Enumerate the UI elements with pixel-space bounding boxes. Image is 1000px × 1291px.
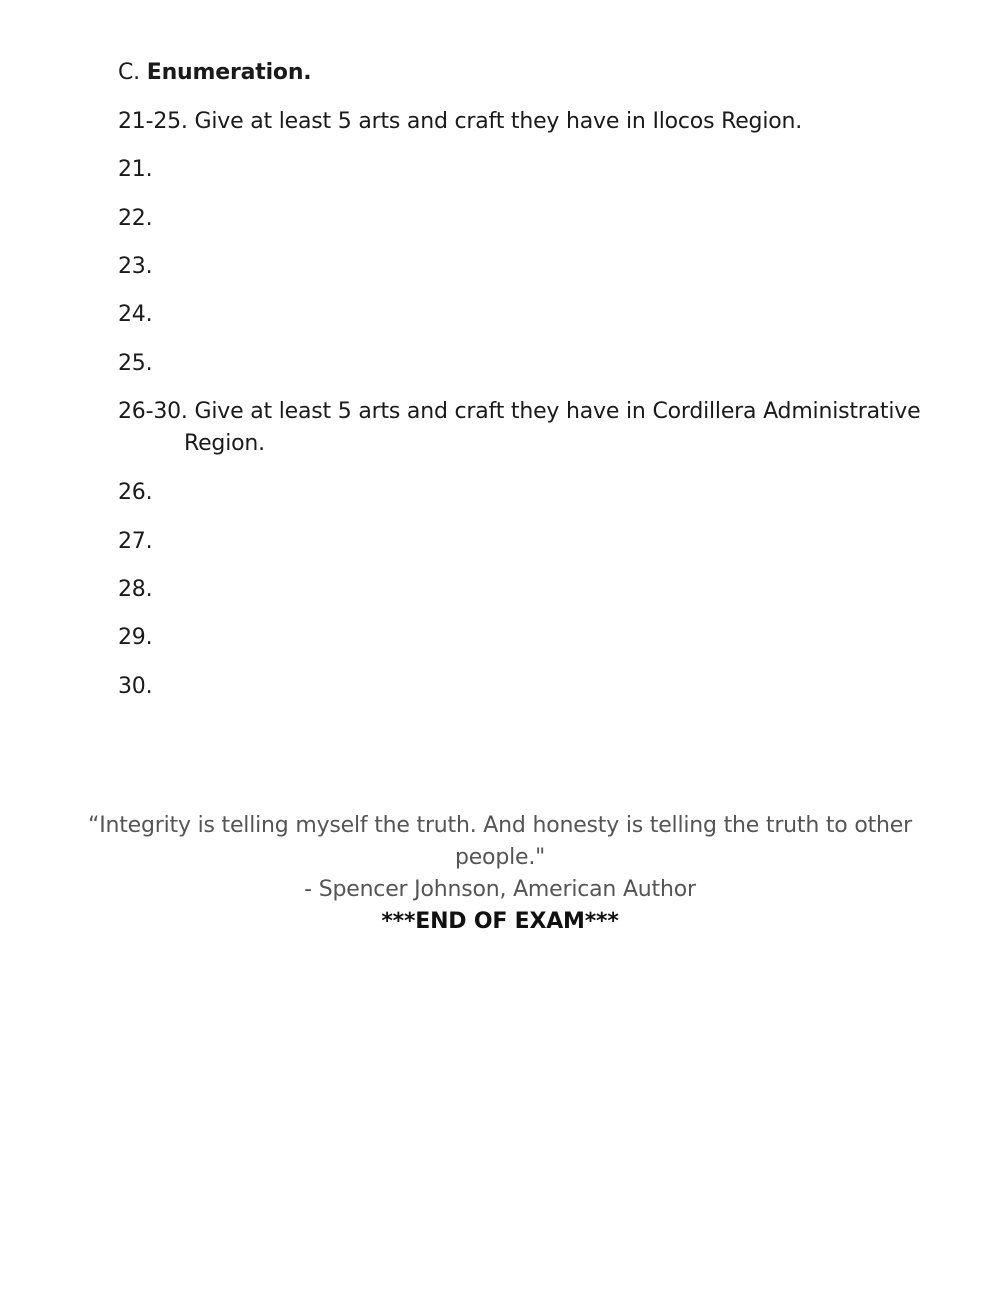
answer-line-28: 28. (118, 577, 153, 602)
section-heading (118, 57, 311, 89)
answer-line-29: 29. (118, 625, 153, 650)
closing-quote (60, 810, 940, 938)
answer-line-22: 22. (118, 206, 153, 231)
section-letter: C. (118, 60, 140, 85)
answer-line-21: 21. (118, 157, 153, 182)
quote-author: - Spencer Johnson, American Author (304, 877, 696, 902)
answer-line-23: 23. (118, 254, 153, 279)
question-26-30: 26-30. Give at least 5 arts and craft they have in Cordillera Administrative Region. (118, 399, 921, 456)
answer-line-25: 25. (118, 351, 153, 376)
answer-line-30: 30. (118, 674, 153, 699)
answer-line-27: 27. (118, 529, 153, 554)
section-title: Enumeration. (146, 60, 312, 85)
end-of-exam: ***END OF EXAM*** (381, 909, 619, 934)
quote-text: “Integrity is telling myself the truth. And honesty is telling the truth to other people." (88, 813, 912, 870)
question-21-25: 21-25. Give at least 5 arts and craft they have in Ilocos Region. (118, 109, 803, 134)
answer-line-24: 24. (118, 302, 153, 327)
answer-line-26: 26. (118, 480, 153, 505)
